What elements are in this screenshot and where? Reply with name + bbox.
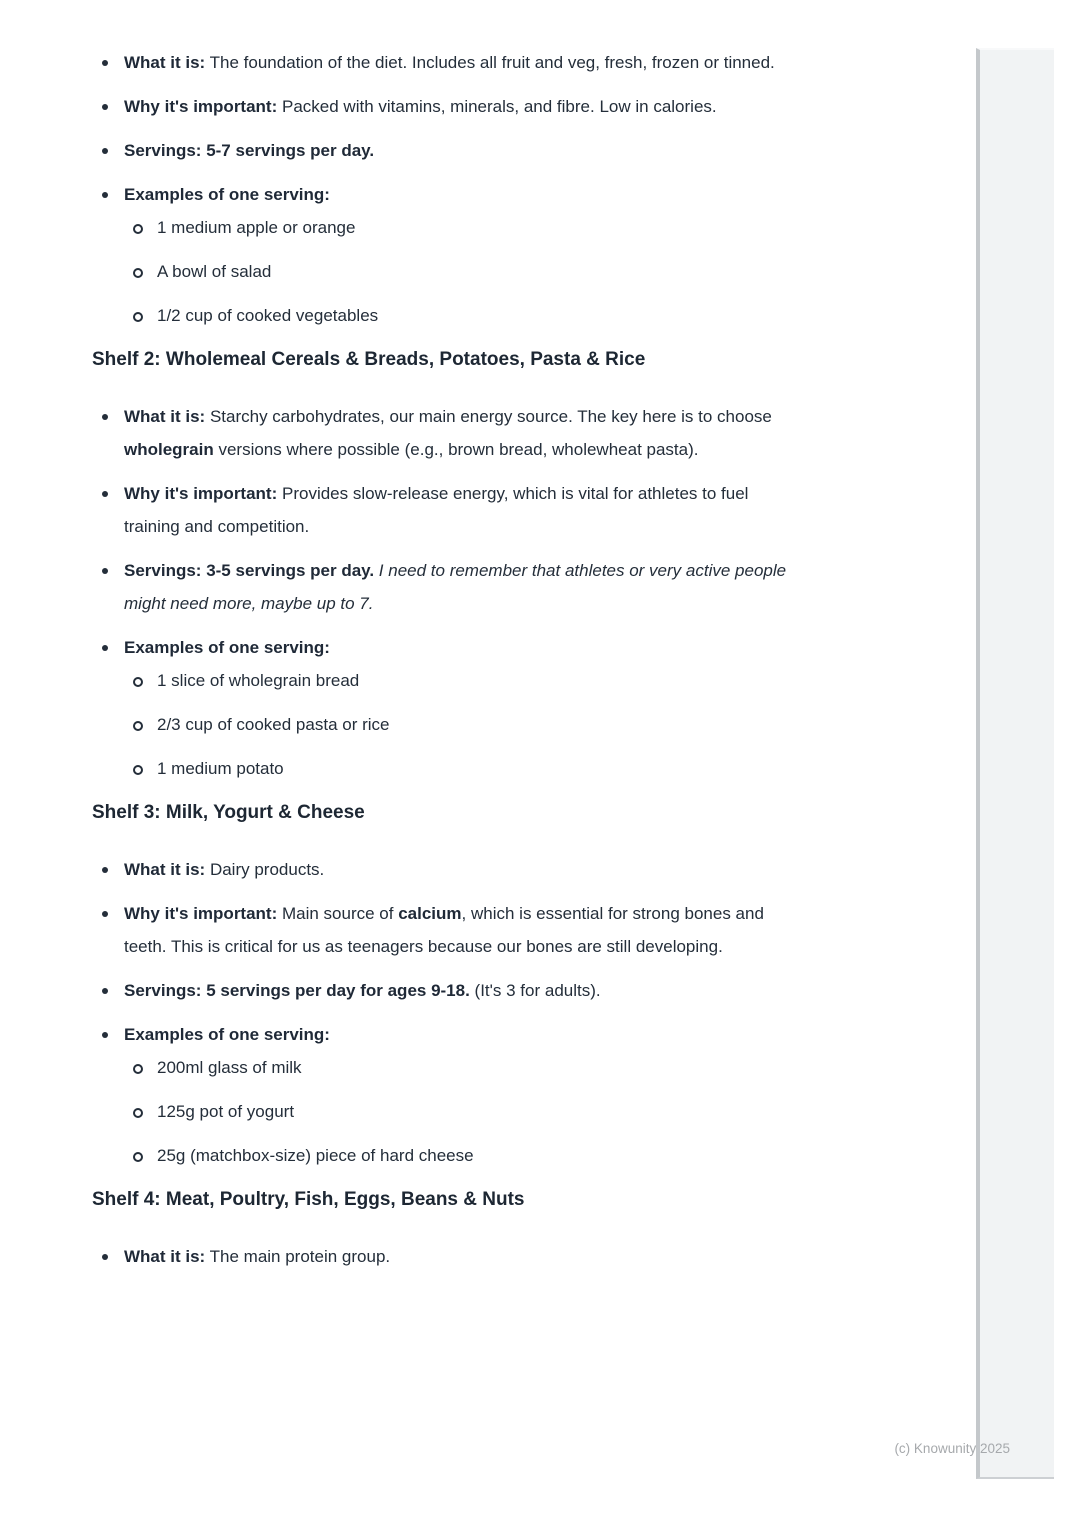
text-segment: Servings: 5 servings per day for ages 9-18.	[124, 981, 470, 1000]
bullet-item	[92, 134, 792, 167]
bullet-text	[124, 904, 764, 956]
text-segment: The main protein group.	[205, 1247, 391, 1266]
sub-bullet-item	[124, 752, 792, 785]
text-segment: (It's 3 for adults).	[469, 981, 601, 1000]
sub-bullet-item	[124, 255, 792, 288]
sub-bullet-list	[124, 664, 792, 785]
bullet-dot-icon	[102, 988, 108, 994]
bullet-dot-icon	[102, 568, 108, 574]
circle-bullet-icon	[133, 1064, 143, 1074]
sub-bullet-text: 2/3 cup of cooked pasta or rice	[157, 715, 390, 734]
document-content	[92, 46, 792, 1284]
text-segment: What it is:	[124, 53, 206, 72]
sub-bullet-item	[124, 211, 792, 244]
bullet-item	[92, 1240, 792, 1273]
circle-bullet-icon	[133, 312, 143, 322]
text-segment: What it is:	[124, 407, 206, 426]
document-section	[92, 46, 792, 332]
text-segment: The foundation of the diet. Includes all fruit and veg, fresh, frozen or tinned.	[205, 53, 775, 72]
bullet-text	[124, 1025, 330, 1044]
document-section	[92, 1186, 792, 1273]
text-segment: Examples of one serving:	[124, 1025, 330, 1044]
bullet-dot-icon	[102, 867, 108, 873]
document-section	[92, 346, 792, 785]
sub-bullet-item	[124, 299, 792, 332]
sub-bullet-item	[124, 1139, 792, 1172]
text-segment: What it is:	[124, 860, 206, 879]
text-segment: , which is essential for strong bones and teeth. This is critical for us as teenagers because our bones are still developing.	[124, 904, 764, 956]
bullet-dot-icon	[102, 60, 108, 66]
circle-bullet-icon	[133, 765, 143, 775]
circle-bullet-icon	[133, 677, 143, 687]
bullet-dot-icon	[102, 192, 108, 198]
text-segment: Packed with vitamins, minerals, and fibre. Low in calories.	[277, 97, 717, 116]
bullet-item	[92, 400, 792, 466]
sub-bullet-list	[124, 1051, 792, 1172]
bullet-item	[92, 178, 792, 332]
bullet-text	[124, 860, 324, 879]
text-segment: calcium	[398, 904, 462, 923]
bullet-item	[92, 477, 792, 543]
sub-bullet-text: 125g pot of yogurt	[157, 1102, 295, 1121]
bullet-text	[124, 407, 772, 459]
bullet-dot-icon	[102, 911, 108, 917]
text-segment: wholegrain	[124, 440, 214, 459]
bullet-text	[124, 97, 717, 116]
text-segment: Main source of	[277, 904, 399, 923]
bullet-item	[92, 1018, 792, 1172]
text-segment: I need to remember that athletes or very active people might need more, maybe up to 7.	[124, 561, 787, 613]
text-segment: What it is:	[124, 1247, 206, 1266]
bullet-item	[92, 631, 792, 785]
bullet-text	[124, 981, 601, 1000]
section-heading: Shelf 4: Meat, Poultry, Fish, Eggs, Beans & Nuts	[92, 1189, 525, 1210]
text-segment: Provides slow-release energy, which is vital for athletes to fuel training and competition.	[124, 484, 749, 536]
bullet-item	[92, 46, 792, 79]
bullet-text	[124, 638, 330, 657]
bullet-dot-icon	[102, 645, 108, 651]
sub-bullet-text: 25g (matchbox-size) piece of hard cheese	[157, 1146, 474, 1165]
text-segment: Dairy products.	[205, 860, 325, 879]
text-segment: Examples of one serving:	[124, 638, 330, 657]
copyright-watermark: (c) Knowunity 2025	[894, 1441, 1010, 1456]
bullet-dot-icon	[102, 1032, 108, 1038]
bullet-dot-icon	[102, 491, 108, 497]
text-segment: Why it's important:	[124, 904, 278, 923]
sub-bullet-text: A bowl of salad	[157, 262, 272, 281]
bullet-dot-icon	[102, 104, 108, 110]
sub-bullet-item	[124, 708, 792, 741]
section-heading: Shelf 3: Milk, Yogurt & Cheese	[92, 802, 365, 823]
text-segment: Examples of one serving:	[124, 185, 330, 204]
bullet-list	[92, 1240, 792, 1273]
bullet-text	[124, 484, 748, 536]
bullet-text	[124, 141, 374, 160]
text-segment: Servings: 5-7 servings per day.	[124, 141, 375, 160]
bullet-dot-icon	[102, 414, 108, 420]
sub-bullet-text: 1 medium potato	[157, 759, 284, 778]
sub-bullet-item	[124, 1095, 792, 1128]
bullet-item	[92, 853, 792, 886]
bullet-dot-icon	[102, 148, 108, 154]
bullet-text	[124, 1247, 390, 1266]
text-segment: Servings: 3-5 servings per day.	[124, 561, 375, 580]
bullet-list	[92, 853, 792, 1172]
circle-bullet-icon	[133, 268, 143, 278]
sub-bullet-text: 200ml glass of milk	[157, 1058, 302, 1077]
text-segment: Why it's important:	[124, 484, 278, 503]
circle-bullet-icon	[133, 1108, 143, 1118]
bullet-item	[92, 90, 792, 123]
document-section	[92, 799, 792, 1172]
bullet-dot-icon	[102, 1254, 108, 1260]
text-segment: Why it's important:	[124, 97, 278, 116]
sub-bullet-item	[124, 664, 792, 697]
bullet-item	[92, 897, 792, 963]
bullet-item	[92, 554, 792, 620]
circle-bullet-icon	[133, 224, 143, 234]
sub-bullet-text: 1 medium apple or orange	[157, 218, 356, 237]
bullet-item	[92, 974, 792, 1007]
bullet-list	[92, 400, 792, 785]
bullet-list	[92, 46, 792, 332]
sub-bullet-item	[124, 1051, 792, 1084]
bullet-text	[124, 561, 786, 613]
sub-bullet-text: 1 slice of wholegrain bread	[157, 671, 360, 690]
bullet-text	[124, 53, 775, 72]
text-segment: Starchy carbohydrates, our main energy source. The key here is to choose	[205, 407, 772, 426]
bullet-text	[124, 185, 330, 204]
sub-bullet-text: 1/2 cup of cooked vegetables	[157, 306, 379, 325]
next-page-edge	[976, 48, 1054, 1479]
circle-bullet-icon	[133, 1152, 143, 1162]
circle-bullet-icon	[133, 721, 143, 731]
text-segment: versions where possible (e.g., brown bread, wholewheat pasta).	[213, 440, 699, 459]
section-heading: Shelf 2: Wholemeal Cereals & Breads, Potatoes, Pasta & Rice	[92, 349, 646, 370]
sub-bullet-list	[124, 211, 792, 332]
